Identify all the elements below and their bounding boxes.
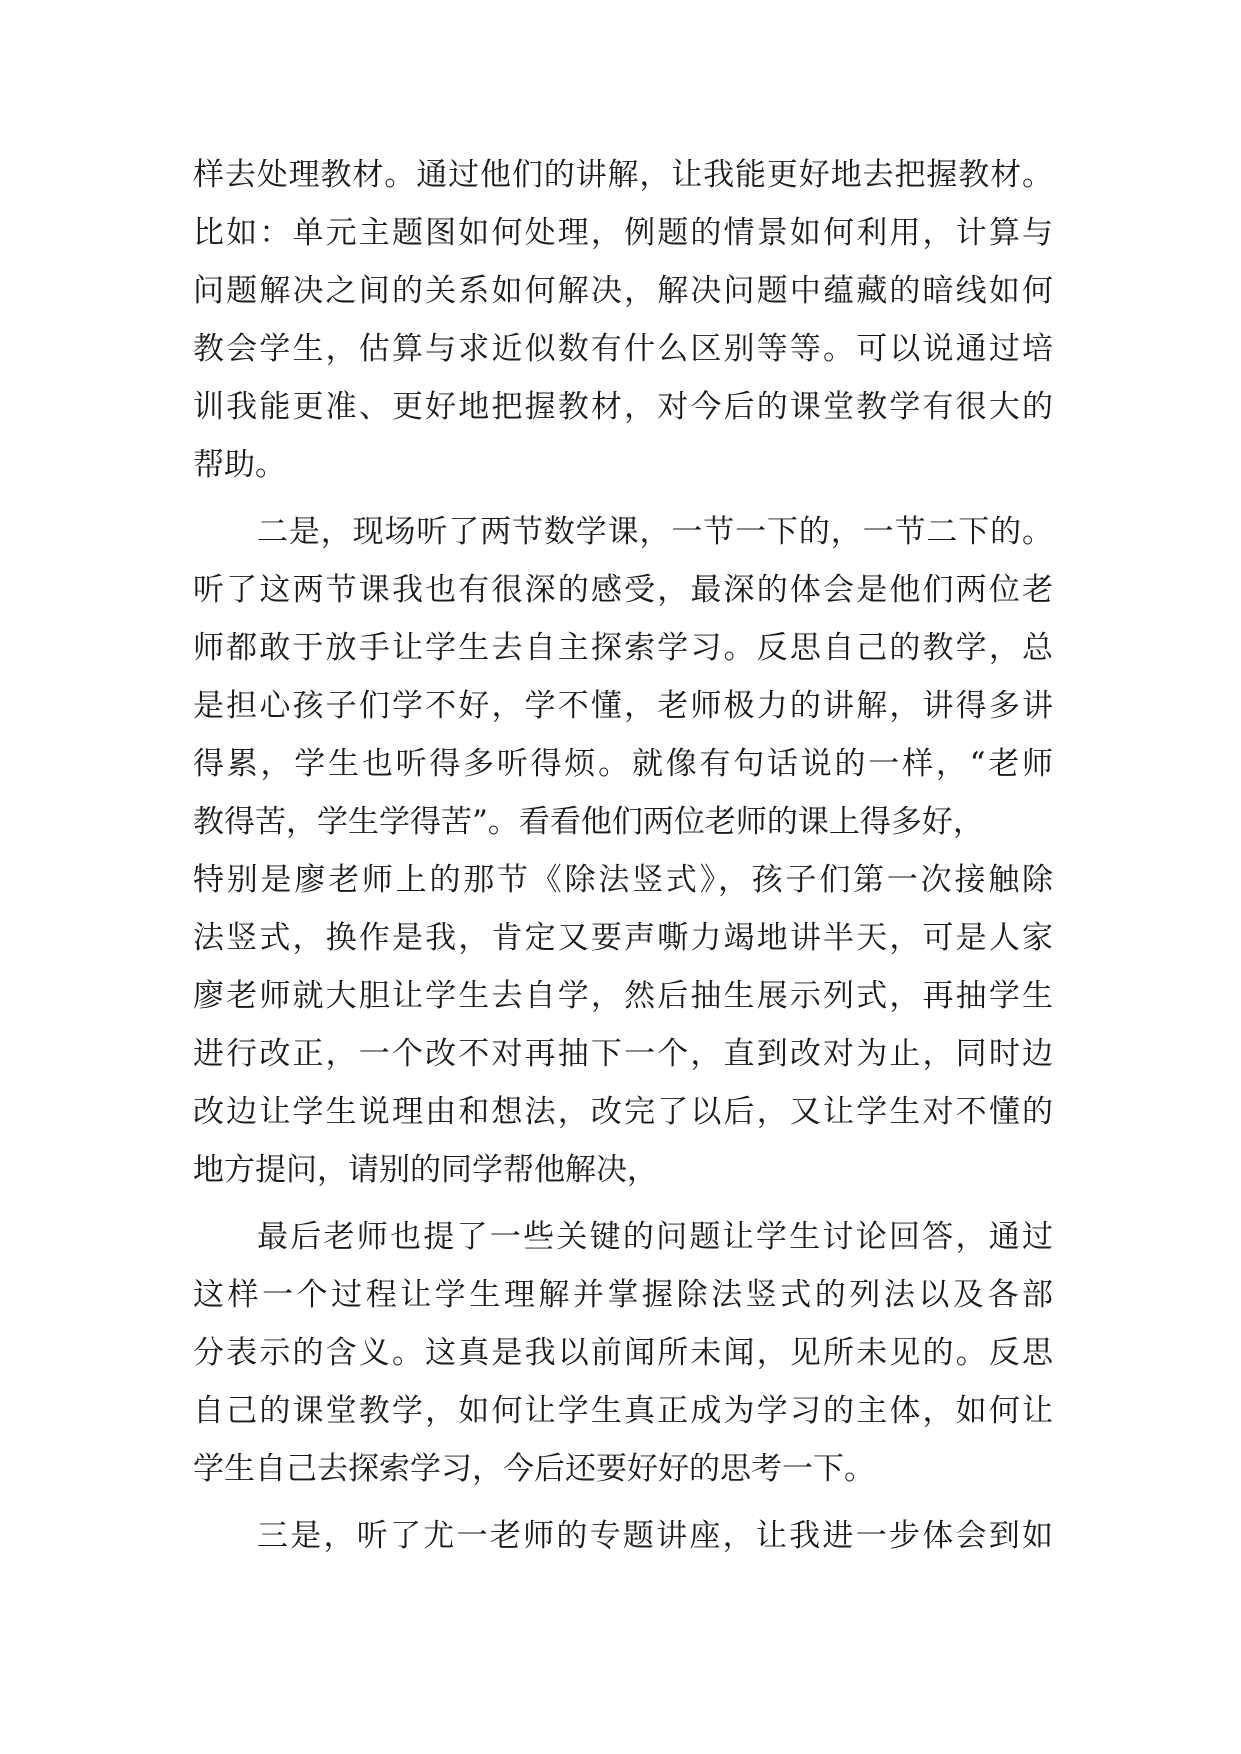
text-line: 是担心孩子们学不好，学不懂，老师极力的讲解，讲得多讲	[193, 688, 1053, 724]
text-line: 学生自己去探索学习，今后还要好好的思考一下。	[193, 1451, 875, 1487]
text-line: 听了这两节课我也有很深的感受，最深的体会是他们两位老	[193, 572, 1053, 608]
text-line: 自己的课堂教学，如何让学生真正成为学习的主体，如何让	[193, 1393, 1053, 1429]
text-line: 法竖式，换作是我，肯定又要声嘶力竭地讲半天，可是人家	[193, 920, 1053, 956]
text-line: 地方提问，请别的同学帮他解决，	[193, 1152, 658, 1188]
text-line: 三是，听了尤一老师的专题讲座，让我进一步体会到如	[257, 1518, 1053, 1554]
text-line: 分表示的含义。这真是我以前闻所未闻，见所未见的。反思	[193, 1335, 1053, 1371]
paragraph-1	[193, 146, 1053, 494]
text-line: 改边让学生说理由和想法，改完了以后，又让学生对不懂的	[193, 1094, 1053, 1130]
text-line: 问题解决之间的关系如何解决，解决问题中蕴藏的暗线如何	[193, 273, 1053, 309]
text-line: 师都敢于放手让学生去自主探索学习。反思自己的教学，总	[193, 630, 1053, 666]
text-line: 比如：单元主题图如何处理，例题的情景如何利用，计算与	[193, 215, 1053, 251]
paragraph-2	[193, 503, 1053, 1199]
text-line: 教得苦，学生学得苦”。看看他们两位老师的课上得多好，	[193, 804, 984, 840]
paragraph-4	[193, 1507, 1053, 1565]
text-line: 廖老师就大胆让学生去自学，然后抽生展示列式，再抽学生	[193, 978, 1053, 1014]
document-body	[193, 146, 1053, 1565]
text-line: 二是，现场听了两节数学课，一节一下的，一节二下的。	[257, 514, 1053, 550]
text-line: 进行改正，一个改不对再抽下一个，直到改对为止，同时边	[193, 1036, 1053, 1072]
text-line: 特别是廖老师上的那节《除法竖式》，孩子们第一次接触除	[193, 862, 1053, 898]
text-line: 训我能更准、更好地把握教材，对今后的课堂教学有很大的	[193, 389, 1053, 425]
text-line: 最后老师也提了一些关键的问题让学生讨论回答，通过	[257, 1219, 1053, 1255]
text-line: 得累，学生也听得多听得烦。就像有句话说的一样，“老师	[193, 746, 1053, 782]
text-line: 教会学生，估算与求近似数有什么区别等等。可以说通过培	[193, 331, 1053, 367]
paragraph-3	[193, 1208, 1053, 1498]
text-line: 这样一个过程让学生理解并掌握除法竖式的列法以及各部	[193, 1277, 1053, 1313]
text-line: 样去处理教材。通过他们的讲解，让我能更好地去把握教材。	[193, 157, 1053, 193]
text-line: 帮助。	[193, 447, 286, 483]
